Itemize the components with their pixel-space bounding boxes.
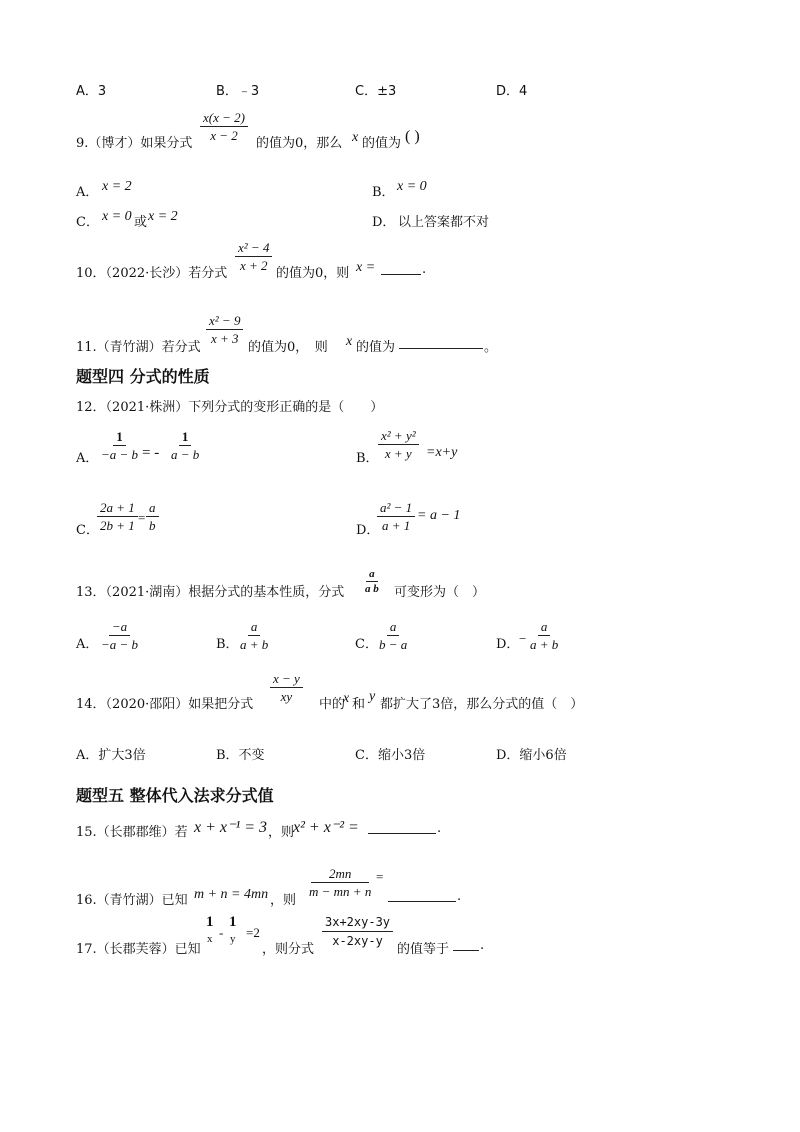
q9-a-math: x = 2 <box>102 179 132 194</box>
q16-prefix: 16.（青竹湖）已知 <box>76 893 188 908</box>
q17-f2-den: y <box>230 933 236 945</box>
q17-end: . <box>480 938 485 953</box>
q12-c-label: C． <box>76 523 99 538</box>
q9-c-math1: x = 0 <box>102 209 132 224</box>
q17-minus: - <box>219 925 224 940</box>
q9-prefix: 9.（博才）如果分式 <box>76 136 193 151</box>
q12-a-num1: 1 <box>113 429 126 446</box>
q8-option-c: C．±3 <box>355 84 397 99</box>
q11-answer-blank[interactable] <box>399 336 483 353</box>
q13-prefix: 13．（2021·湖南）根据分式的基本性质，分式 <box>76 585 345 600</box>
q11-frac-den: x + 3 <box>210 331 239 346</box>
q14-option-c: C．缩小3倍 <box>355 748 426 763</box>
section-heading-4: 题型四 分式的性质 <box>76 367 210 386</box>
q17-mid: ，则分式 <box>262 942 315 957</box>
q10-fraction <box>235 240 272 273</box>
q12-prefix: 12．（2021·株洲）下列分式的变形正确的是（ ） <box>76 400 384 415</box>
q16-mid: ，则 <box>270 893 297 908</box>
q11-var: x <box>346 334 353 349</box>
q17-fraction <box>322 914 393 949</box>
q16-frac-den: m − mn + n <box>309 884 372 899</box>
q16-math1: m + n = 4mn <box>194 887 269 902</box>
q12-b-num: x² + y² <box>378 428 419 445</box>
q17-f2-num: 1 <box>229 914 237 930</box>
q17-f1-den: x <box>207 933 213 945</box>
q13-a-label: A． <box>76 637 99 652</box>
q17-suffix: 的值等于 <box>397 942 450 957</box>
q11-fraction <box>206 313 243 346</box>
q12-a-den2: a − b <box>171 447 200 462</box>
section-heading-5: 题型五 整体代入法求分式值 <box>76 786 274 805</box>
q9-var: x <box>352 130 359 145</box>
q13-c-frac <box>376 619 410 652</box>
q9-c-label: C． <box>76 215 99 230</box>
q9-suffix: 的值为 <box>362 136 402 151</box>
q9-b-math: x = 0 <box>397 179 427 194</box>
q12-a-frac2 <box>168 429 202 462</box>
q12-b-label: B． <box>356 451 379 466</box>
q15-math1: x + x⁻¹ = 3 <box>194 819 268 836</box>
q8-option-d: D．4 <box>496 84 528 99</box>
q13-b-label: B． <box>216 637 239 652</box>
q12-c-eq: = <box>138 510 146 525</box>
q9-d-label: D． <box>372 215 396 230</box>
q11-suffix: 的值为 <box>356 340 396 355</box>
q13-a-frac <box>98 619 141 652</box>
q17-answer-blank[interactable] <box>453 938 479 955</box>
q15-end: . <box>437 821 442 836</box>
q12-a-label: A． <box>76 451 99 466</box>
q17-eq: =2 <box>246 925 260 940</box>
q9-fraction <box>200 110 248 143</box>
q12-d-num: a² − 1 <box>377 500 415 517</box>
q16-frac-num: 2mn <box>311 866 369 883</box>
q8-option-a: A．3 <box>76 84 107 99</box>
q13-b-den: a + b <box>240 637 269 652</box>
q13-suffix: 可变形为（ ） <box>394 585 486 600</box>
q13-d-frac <box>527 619 561 652</box>
q11-end: 。 <box>484 340 498 355</box>
q12-a-frac1 <box>98 429 141 462</box>
q13-a-num: −a <box>109 619 130 636</box>
q12-c-frac <box>97 500 138 533</box>
q13-d-label: D． <box>496 637 520 652</box>
q9-b-label: B． <box>372 185 395 200</box>
q12-b-frac <box>378 428 419 461</box>
q12-c-den2: b <box>149 518 156 533</box>
q12-c-num: 2a + 1 <box>97 500 138 517</box>
q13-d-num: a <box>538 619 551 636</box>
q15-answer-blank[interactable] <box>368 821 436 838</box>
q17-frac-den: x-2xy-y <box>332 934 383 948</box>
q14-option-d: D．缩小6倍 <box>496 748 567 763</box>
q13-d-den: a + b <box>530 637 559 652</box>
q9-frac-den: x − 2 <box>210 128 238 143</box>
q16-fraction <box>306 866 374 899</box>
q13-b-frac <box>237 619 271 652</box>
q10-var: x = <box>356 260 376 275</box>
q10-mid: 的值为0，则 <box>276 266 350 281</box>
q13-c-num: a <box>387 619 400 636</box>
q12-c-frac2 <box>146 500 159 533</box>
q12-d-label: D． <box>356 523 380 538</box>
q13-frac-num: a <box>366 568 378 582</box>
q17-frac-num: 3x+2xy-3y <box>322 914 393 932</box>
q8-option-b: B．﹣3 <box>216 84 260 99</box>
q9-d-text: 以上答案都不对 <box>398 215 490 230</box>
q14-var2: y <box>369 689 376 704</box>
q13-a-den: −a − b <box>101 637 139 652</box>
q14-frac-den: xy <box>280 689 293 704</box>
q14-fraction <box>270 671 303 704</box>
q14-suffix: 都扩大了3倍，那么分式的值（ ） <box>380 697 584 712</box>
q9-c-or: 或 <box>134 215 148 230</box>
q17-prefix: 17.（长郡芙蓉）已知 <box>76 942 201 957</box>
q15-mid: ，则 <box>268 825 295 840</box>
q12-b-den: x + y <box>384 446 412 461</box>
q12-c-den: 2b + 1 <box>100 518 135 533</box>
q16-answer-blank[interactable] <box>388 889 456 906</box>
q12-d-den: a + 1 <box>381 518 411 533</box>
q12-b-eq: =x+y <box>426 445 458 460</box>
q9-c-math2: x = 2 <box>148 209 178 224</box>
q14-mid2: 和 <box>352 697 366 712</box>
q12-d-frac <box>377 500 415 533</box>
q12-d-eq: = a − 1 <box>417 508 461 523</box>
q10-frac-den: x + 2 <box>239 258 268 273</box>
q15-prefix: 15.（长郡郡维）若 <box>76 825 188 840</box>
q10-answer-blank[interactable] <box>381 262 421 279</box>
q11-frac-num: x² − 9 <box>206 313 243 330</box>
q9-frac-num: x(x − 2) <box>200 110 248 127</box>
q12-a-den1: −a − b <box>101 447 139 462</box>
q13-c-label: C． <box>355 637 378 652</box>
q13-b-num: a <box>248 619 261 636</box>
q9-paren: ( ) <box>405 128 420 145</box>
q17-f1-num: 1 <box>206 914 214 930</box>
q13-c-den: b − a <box>379 637 408 652</box>
q9-mid: 的值为0，那么 <box>256 136 343 151</box>
q14-prefix: 14．（2020·邵阳）如果把分式 <box>76 697 254 712</box>
q10-end: . <box>422 262 427 277</box>
q12-c-num2: a <box>146 500 159 517</box>
q14-frac-num: x − y <box>270 671 303 688</box>
q11-prefix: 11.（青竹湖）若分式 <box>76 340 201 355</box>
q14-option-b: B．不变 <box>216 748 265 763</box>
q14-option-a: A．扩大3倍 <box>76 748 146 763</box>
q17-frac2 <box>226 914 240 946</box>
q12-a-eq: = - <box>142 445 160 461</box>
q17-frac1 <box>203 914 217 946</box>
q14-mid1: 中的 <box>319 697 346 712</box>
q14-var1: x <box>343 691 350 706</box>
q10-prefix: 10．（2022·长沙）若分式 <box>76 266 228 281</box>
q13-d-minus: − <box>519 631 527 646</box>
q13-fraction <box>362 568 382 595</box>
q16-end: . <box>457 889 462 904</box>
q11-mid: 的值为0， 则 <box>248 340 328 355</box>
q12-a-num2: 1 <box>179 429 192 446</box>
q10-frac-num: x² − 4 <box>235 240 272 257</box>
q13-frac-den: a b <box>365 583 379 595</box>
q9-a-label: A． <box>76 185 99 200</box>
q16-eq: = <box>376 869 384 884</box>
q15-math2: x² + x⁻² = <box>293 819 359 836</box>
